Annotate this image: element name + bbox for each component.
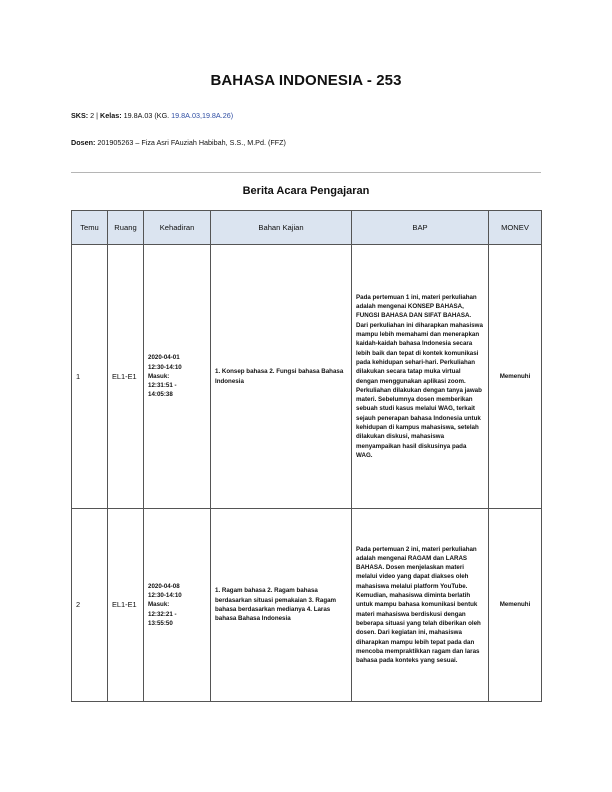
cell-kehadiran (144, 245, 211, 509)
table-header-row (72, 211, 542, 245)
kehadiran-masuk: 12:32:21 - (148, 610, 177, 618)
divider (71, 172, 541, 173)
header-kehadiran: Kehadiran (144, 211, 211, 245)
cell-temu: 1 (72, 245, 108, 509)
kehadiran-date: 2020-04-01 (148, 354, 180, 362)
lecturer-info-line (71, 138, 286, 147)
kehadiran-masuk-label: Masuk: (148, 601, 170, 609)
header-bap: BAP (352, 211, 489, 245)
cell-bahan-kajian: 1. Konsep bahasa 2. Fungsi bahasa Bahasa Indonesia (211, 245, 352, 509)
cell-monev: Memenuhi (489, 245, 542, 509)
cell-monev: Memenuhi (489, 509, 542, 702)
kehadiran-date: 2020-04-08 (148, 582, 180, 590)
table-row (72, 245, 542, 509)
table-row (72, 509, 542, 702)
dosen-label: Dosen: (71, 138, 96, 147)
dosen-value: 201905263 – Fiza Asri FAuziah Habibah, S.S., M.Pd. (FFZ) (95, 138, 286, 147)
kehadiran-keluar: 13:55:50 (148, 619, 173, 627)
kehadiran-keluar: 14:05:38 (148, 391, 173, 399)
cell-bahan-kajian: 1. Ragam bahasa 2. Ragam bahasa berdasarkan situasi pemakaian 3. Ragam bahasa berdasarkan medianya 4. Laras bahasa Bahasa Indonesia (211, 509, 352, 702)
sks-label: SKS: (71, 111, 89, 120)
header-temu: Temu (72, 211, 108, 245)
cell-bap: Pada pertemuan 2 ini, materi perkuliahan adalah mengenai RAGAM dan LARAS BAHASA. Dosen menjelaskan materi melalui video yang dapat diakses oleh mahasiswa melalui platform YouTube. Kemudian, mahasiswa diminta berlatih untuk mampu bahasa komunikasi bentuk materi mahasiswa berdiskusi dengan beberapa situasi yang telah diberikan oleh dosen. Dari kegiatan ini, mahasiswa diharapkan mampu lebih tepat pada dan mencoba mempraktikkan ragam dan laras bahasa pada konteks yang sesuai. (352, 509, 489, 702)
cell-kehadiran (144, 509, 211, 702)
kehadiran-time: 12:30-14:10 (148, 592, 182, 600)
kehadiran-masuk: 12:31:51 - (148, 382, 177, 390)
course-info-line (71, 111, 233, 120)
sks-value: 2 | (88, 111, 101, 120)
kehadiran-masuk-label: Masuk: (148, 372, 170, 380)
teaching-record-table (71, 210, 542, 702)
kelas-links[interactable]: 19.8A.03,19.8A.26) (171, 111, 234, 120)
header-monev: MONEV (489, 211, 542, 245)
kelas-label: Kelas: (100, 111, 122, 120)
kehadiran-time: 12:30-14:10 (148, 363, 182, 371)
page-title: BAHASA INDONESIA - 253 (210, 72, 402, 89)
section-title: Berita Acara Pengajaran (242, 185, 370, 197)
cell-temu: 2 (72, 509, 108, 702)
cell-ruang: EL1-E1 (108, 245, 144, 509)
kelas-value: 19.8A.03 (KG. (121, 111, 172, 120)
header-ruang: Ruang (108, 211, 144, 245)
header-bahan-kajian: Bahan Kajian (211, 211, 352, 245)
cell-ruang: EL1-E1 (108, 509, 144, 702)
cell-bap: Pada pertemuan 1 ini, materi perkuliahan adalah mengenai KONSEP BAHASA, FUNGSI BAHASA DAN SIFAT BAHASA. Dari perkuliahan ini diharapkan mahasiswa mampu lebih memahami dan menerapkan kaidah-kaidah bahasa Indonesia secara lebih baik dan tepat di kontek komunikasi pada kehidupan sehari-hari. Perkuliahan dilakukan secara tatap muka virtual dengan menggunakan aplikasi zoom. Perkuliahan dilakukan dengan tanya jawab materi. Sebelumnya dosen memberikan sebuah studi kasus melalui WAG, terkait sejauh penerapan bahasa Indonesia untuk kehidupan di kampus mahasiswa, setelah dilakukan diskusi, mahasiswa menyampaikan hasil diskusinya pada WAG. (352, 245, 489, 509)
